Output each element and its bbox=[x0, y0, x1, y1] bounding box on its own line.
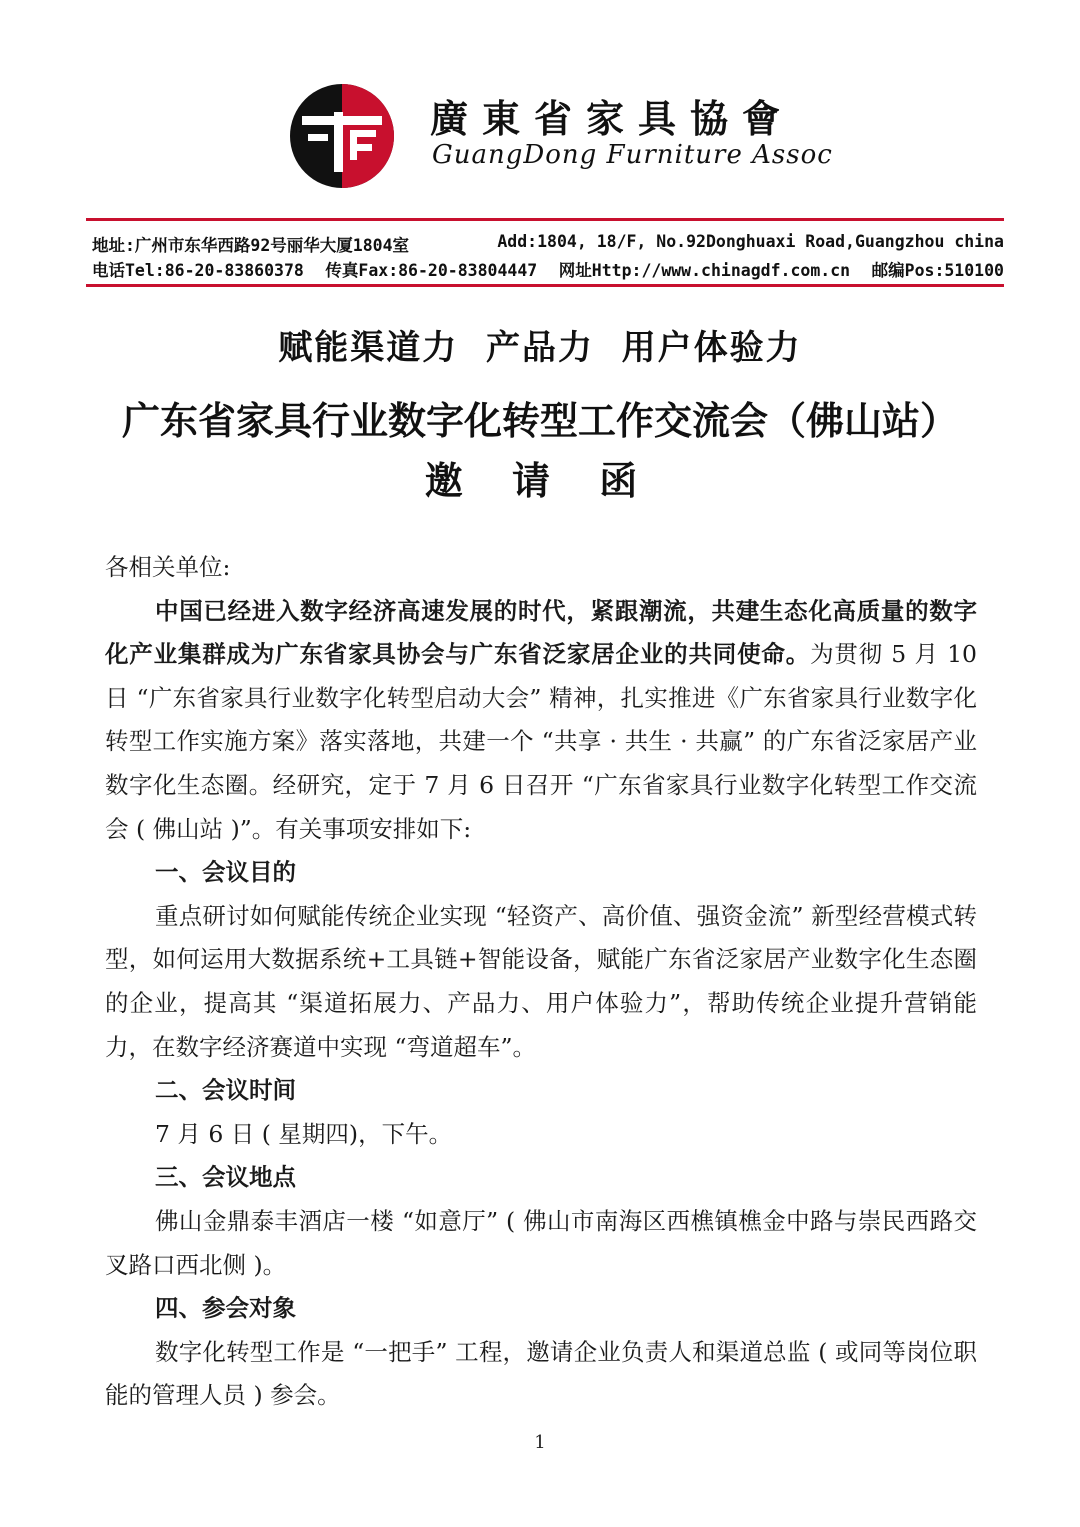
document-title: 广东省家具行业数字化转型工作交流会（佛山站） bbox=[121, 398, 958, 443]
fax: 传真Fax:86-20-83804447 bbox=[325, 261, 538, 280]
association-logo-icon bbox=[288, 82, 396, 190]
address-row bbox=[92, 232, 1004, 256]
address-en: Add:1804, 18/F, No.92Donghuaxi Road,Guangzhou china bbox=[497, 232, 1004, 251]
page-number: 1 bbox=[534, 1432, 546, 1453]
intro-paragraph bbox=[105, 590, 977, 852]
intro-bold-text: 中国已经进入数字经济高速发展的时代，紧跟潮流，共建生态化高质量的数字化产业集群成为广东省家具协会与广东省泛家居企业的共同使命。 bbox=[105, 596, 977, 669]
salutation: 各相关单位: bbox=[105, 553, 231, 581]
org-name-en: GuangDong Furniture Assoc bbox=[432, 140, 833, 170]
org-name-cn: 廣東省家具協會 bbox=[430, 96, 795, 141]
postcode: 邮编Pos:510100 bbox=[871, 261, 1004, 280]
phone: 电话Tel:86-20-83860378 bbox=[92, 261, 304, 280]
section-heading-location: 三、会议地点 bbox=[155, 1163, 296, 1192]
contact-row bbox=[92, 257, 1004, 281]
intro-text: 为贯彻 5 月 10 日 “广东省家具行业数字化转型启动大会” 精神，扎实推进《广东省家具行业数字化转型工作实施方案》落实落地，共建一个 “共享 · 共生 · 共赢” 的广东省泛家居产业数字化生态圈。经研究，定于 7 月 6 日召开 “广东省家具行业数字化转型工作交流会 ( 佛山站 )”。有关事项安排如下: bbox=[105, 640, 978, 843]
letter-body bbox=[105, 546, 977, 1418]
letterhead bbox=[0, 0, 1080, 300]
section-text-attendees: 数字化转型工作是 “一把手” 工程，邀请企业负责人和渠道总监 ( 或同等岗位职能的管理人员 ) 参会。 bbox=[105, 1337, 977, 1410]
section-heading-purpose: 一、会议目的 bbox=[155, 858, 296, 887]
section-text-purpose: 重点研讨如何赋能传统企业实现 “轻资产、高价值、强资金流” 新型经营模式转型，如何运用大数据系统+工具链+智能设备，赋能广东省泛家居产业数字化生态圈的企业，提高其 “渠道拓展力、产品力、用户体验力”，帮助传统企业提升营销能力，在数字经济赛道中实现 “弯道超车”。 bbox=[105, 901, 977, 1061]
slogan: 赋能渠道力 产品力 用户体验力 bbox=[278, 328, 802, 368]
website: 网址Http://www.chinagdf.com.cn bbox=[558, 261, 851, 280]
address-cn: 地址:广州市东华西路92号丽华大厦1804室 bbox=[92, 236, 410, 255]
letterhead-divider-bottom bbox=[86, 284, 1004, 287]
letterhead-divider-top bbox=[86, 218, 1004, 221]
document-type: 邀 请 函 bbox=[424, 458, 656, 503]
section-heading-attendees: 四、参会对象 bbox=[155, 1294, 296, 1323]
section-heading-time: 二、会议时间 bbox=[155, 1076, 296, 1105]
section-text-location: 佛山金鼎泰丰酒店一楼 “如意厅” ( 佛山市南海区西樵镇樵金中路与崇民西路交叉路口西北侧 )。 bbox=[105, 1206, 977, 1279]
section-text-time: 7 月 6 日 ( 星期四)，下午。 bbox=[155, 1119, 453, 1148]
